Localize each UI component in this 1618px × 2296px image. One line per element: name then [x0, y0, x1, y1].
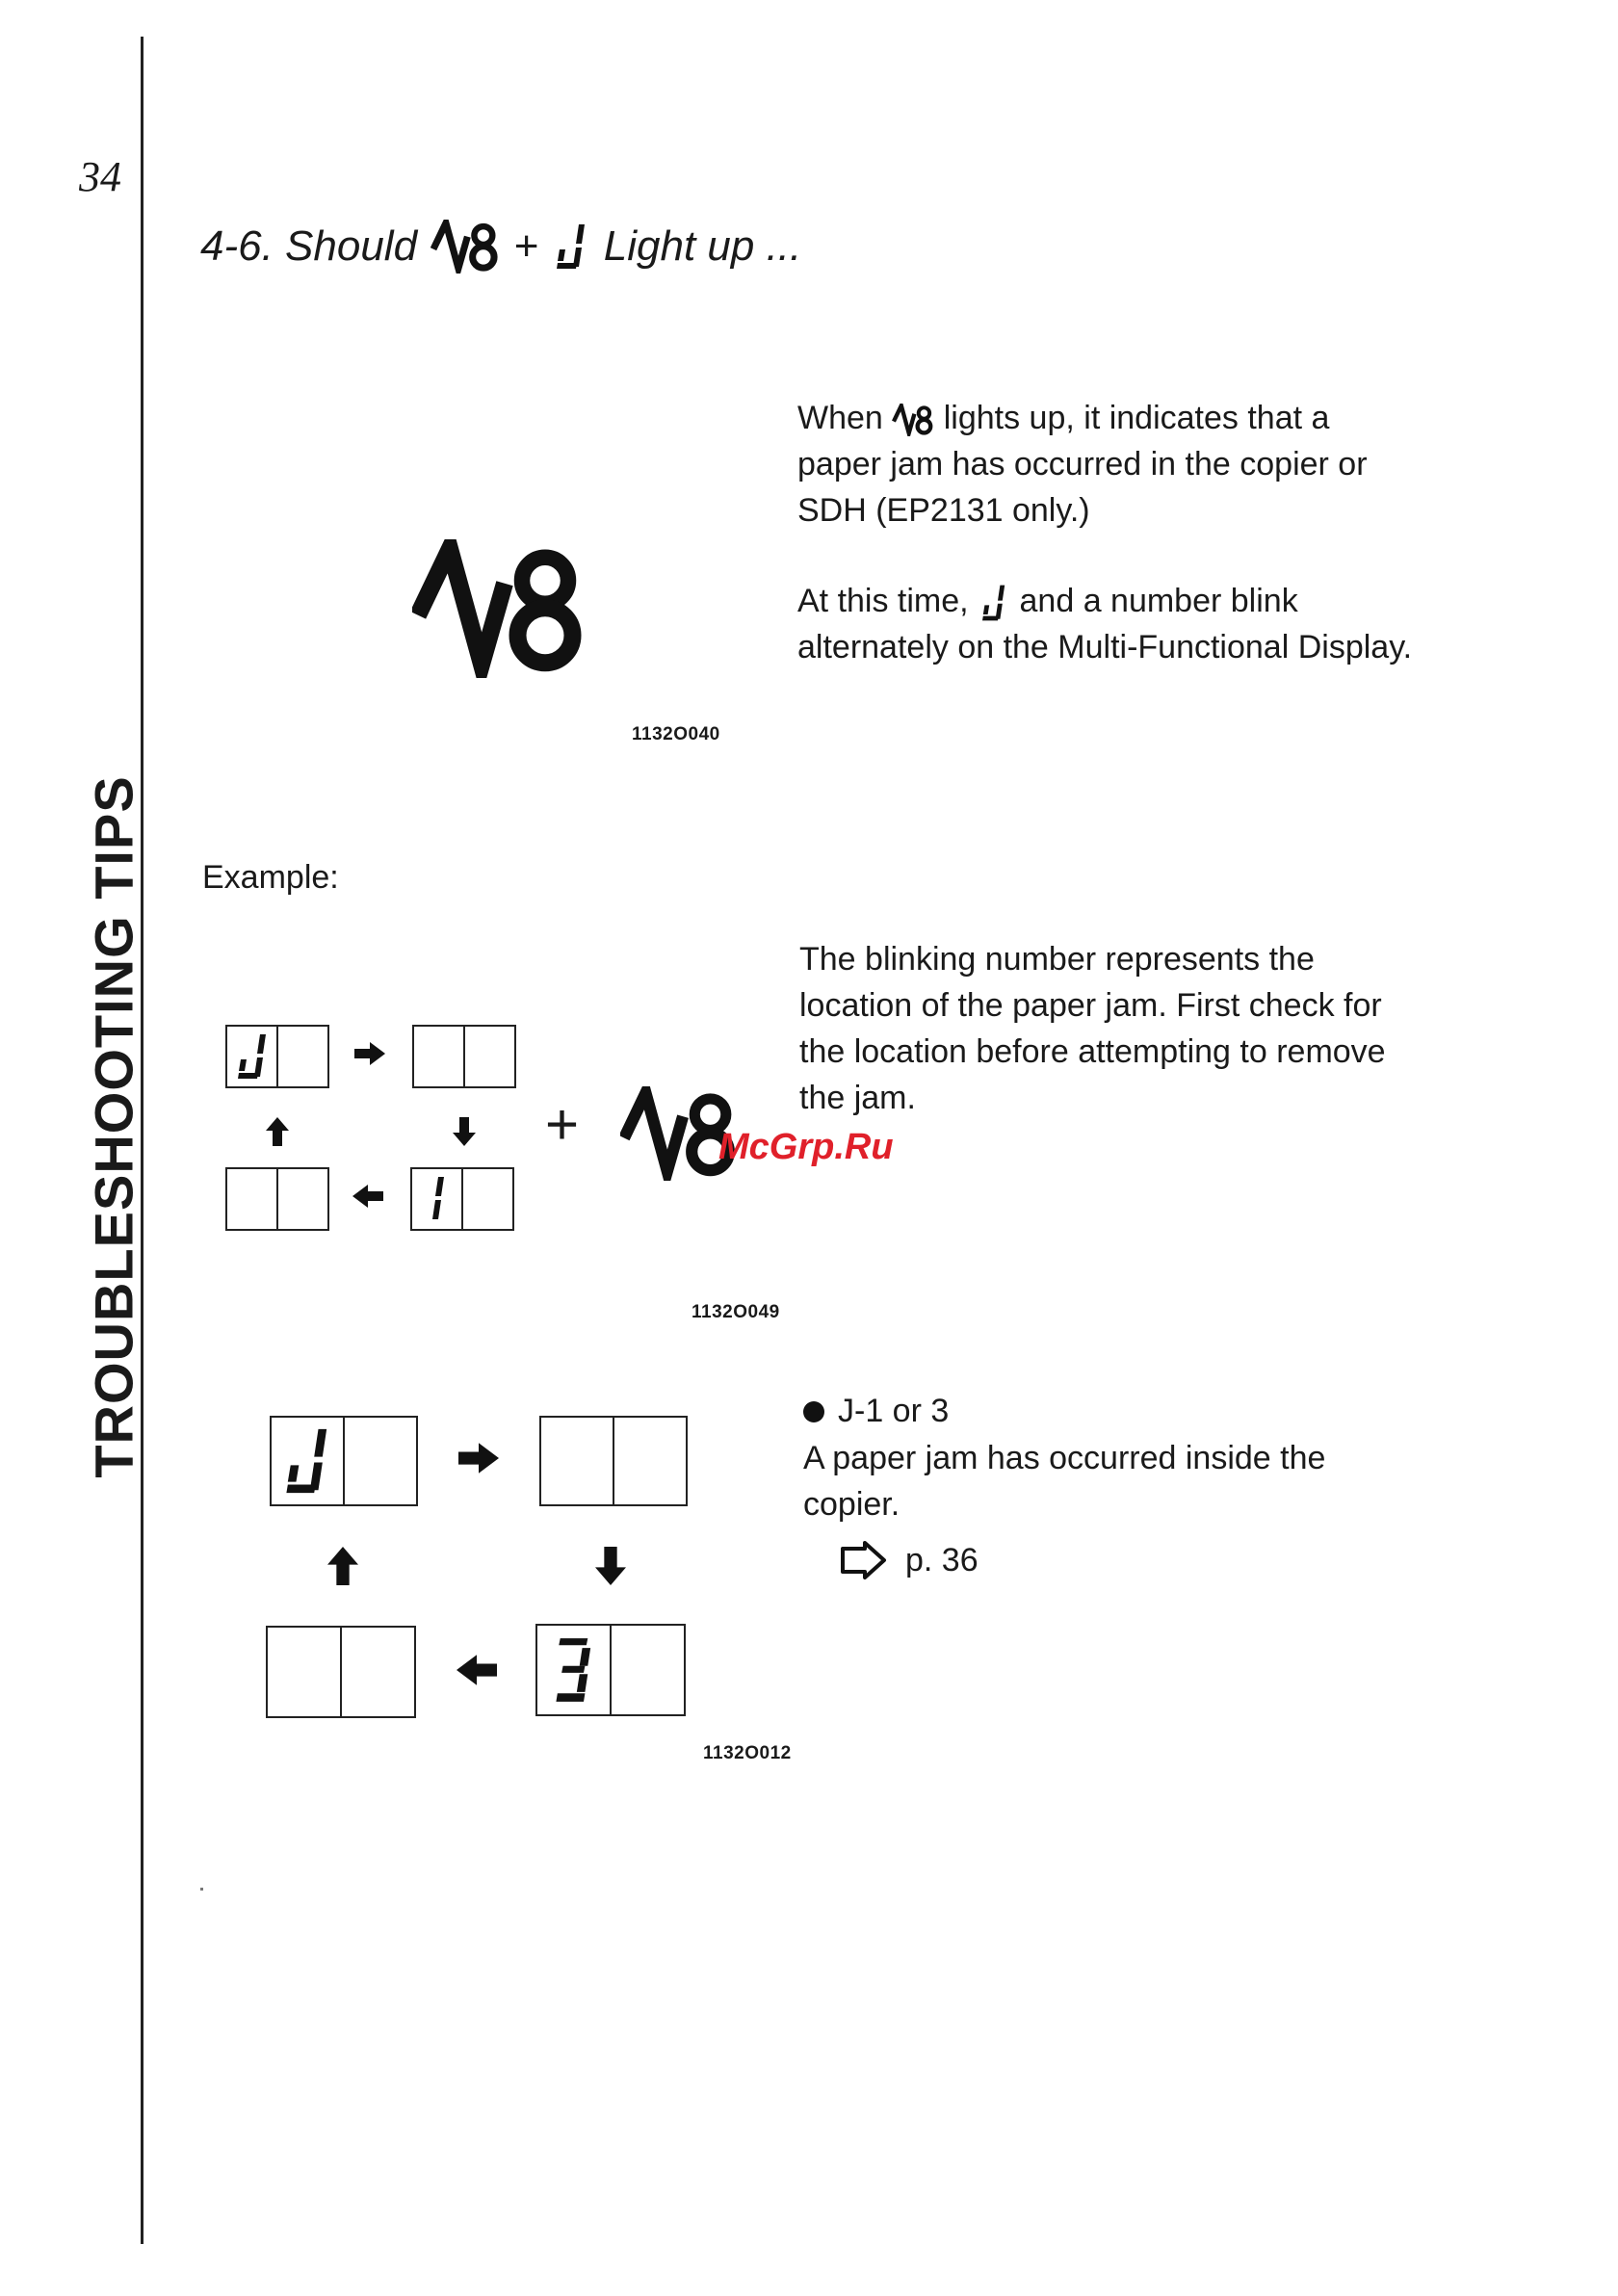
paper-jam-icon — [412, 539, 586, 678]
case-title — [803, 1393, 949, 1430]
arrow-up-icon — [327, 1547, 358, 1585]
intro-paragraph-2 — [797, 578, 1414, 670]
display-panel — [225, 1025, 329, 1088]
example-plus: + — [545, 1092, 580, 1157]
display-panel — [225, 1167, 329, 1231]
section-side-tab: TROUBLESHOOTING TIPS — [83, 775, 144, 1478]
intro-p1-before: When — [797, 400, 883, 436]
bullet-icon — [803, 1401, 824, 1422]
display-panel — [270, 1416, 418, 1506]
seven-segment-j-icon — [552, 222, 590, 271]
display-digit — [463, 1169, 512, 1229]
display-digit — [342, 1628, 414, 1716]
display-digit — [272, 1418, 345, 1504]
arrow-right-icon — [458, 1443, 499, 1474]
seven-segment-j-icon — [279, 1426, 335, 1496]
seven-segment-j-icon — [978, 584, 1010, 622]
display-panel — [535, 1624, 686, 1716]
display-digit — [278, 1027, 327, 1086]
display-digit — [537, 1626, 612, 1714]
arrow-down-icon — [453, 1117, 476, 1146]
display-panel — [539, 1416, 688, 1506]
intro-paragraph-1 — [797, 395, 1414, 534]
example-label: Example: — [202, 859, 339, 896]
arrow-right-icon — [354, 1042, 385, 1065]
example-paragraph: The blinking number represents the location of the paper jam. First check for the location before attempting to remove the jam. — [799, 941, 1386, 1116]
intro-p2-after: and a number blink alternately on the Multi-Functional Display. — [797, 583, 1413, 665]
page-reference[interactable] — [840, 1541, 979, 1579]
arrow-down-icon — [595, 1547, 626, 1585]
arrow-up-icon — [266, 1117, 289, 1146]
intro-p2-before: At this time, — [797, 583, 969, 619]
heading-prefix: 4-6. Should — [200, 222, 418, 270]
arrow-left-icon — [457, 1655, 497, 1685]
display-digit — [412, 1169, 463, 1229]
seven-segment-j-icon — [233, 1032, 272, 1081]
figure-caption: 1132O049 — [692, 1302, 780, 1322]
display-digit — [612, 1626, 684, 1714]
paper-jam-icon — [431, 220, 500, 274]
display-digit — [268, 1628, 342, 1716]
hand-pointer-icon — [840, 1541, 888, 1579]
figure-caption: 1132O040 — [632, 724, 720, 744]
section-heading — [200, 220, 801, 274]
display-digit — [414, 1027, 465, 1086]
scan-speck — [200, 1888, 203, 1891]
display-digit — [227, 1027, 278, 1086]
display-digit — [278, 1169, 327, 1229]
display-digit — [465, 1027, 514, 1086]
figure-caption: 1132O012 — [703, 1743, 792, 1763]
heading-plus: + — [513, 222, 538, 270]
arrow-left-icon — [352, 1185, 383, 1208]
display-digit — [227, 1169, 278, 1229]
display-panel — [410, 1167, 514, 1231]
paper-jam-icon — [892, 404, 934, 436]
watermark: McGrp.Ru — [718, 1127, 894, 1167]
page-number: 34 — [79, 153, 121, 200]
display-digit — [345, 1418, 416, 1504]
case-title-text: J-1 or 3 — [838, 1393, 950, 1429]
display-panel — [266, 1626, 416, 1718]
page-reference-text[interactable]: p. 36 — [905, 1541, 979, 1578]
display-panel — [412, 1025, 516, 1088]
display-digit — [614, 1418, 686, 1504]
display-digit — [541, 1418, 614, 1504]
seven-segment-3-icon — [555, 1635, 593, 1705]
case-paragraph: A paper jam has occurred inside the copier. — [803, 1440, 1326, 1523]
seven-segment-1-icon — [428, 1175, 447, 1223]
heading-suffix: Light up ... — [603, 222, 802, 270]
intro-p1-after: lights up, it indicates that a paper jam has occurred in the copier or SDH (EP2131 only.) — [797, 400, 1368, 529]
